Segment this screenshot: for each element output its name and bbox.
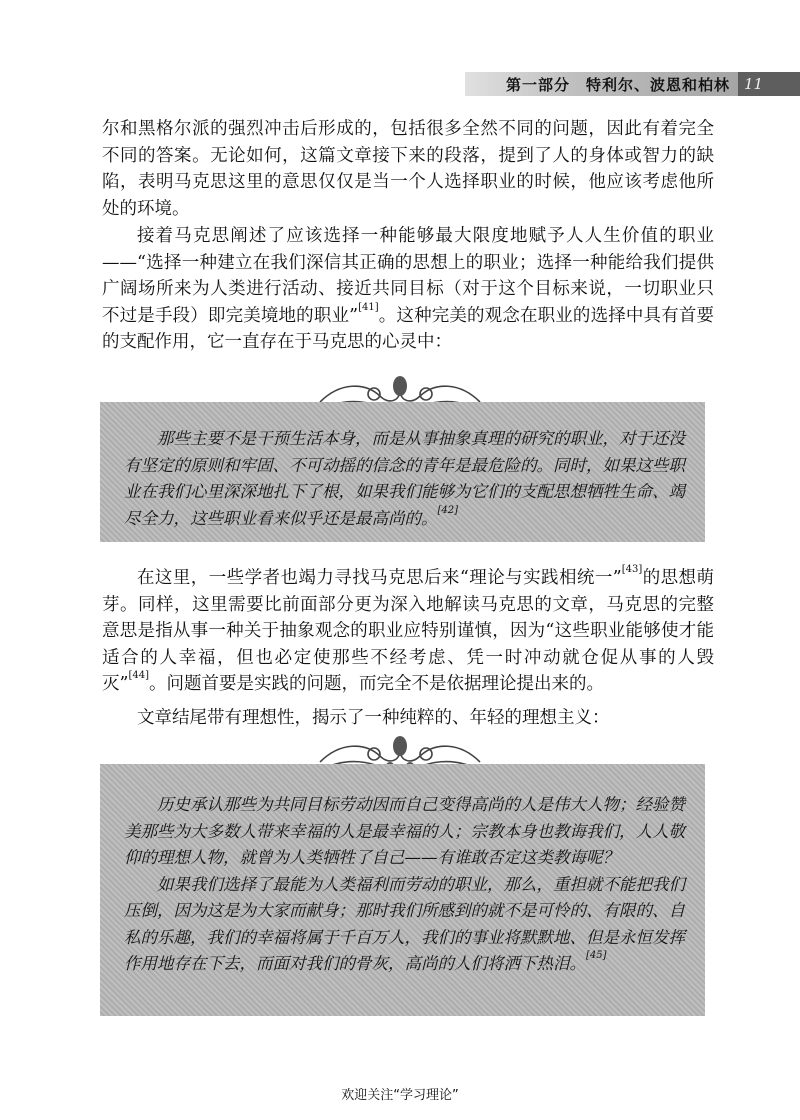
paragraph-3-mid: 的思想萌芽。同样，这里需要比前面部分更为深入地解读马克思的文章，马克思的完整意思是指从事一种关于抽象观念的职业应特别谨慎，因为“这些职业能够使才能适合的人幸福，但也必定使那些不经考虑、凭一时冲动就仓促从事的人毁灭” xyxy=(102,568,714,694)
citation-41: [41] xyxy=(358,301,379,313)
block-quote-2 xyxy=(100,764,705,1016)
paragraph-3-text: 在这里，一些学者也竭力寻找马克思后来“理论与实践相统一” xyxy=(137,568,622,588)
header-title: 第一部分 特利尔、波恩和柏林 xyxy=(505,75,730,94)
body-paragraph-4: 文章结尾带有理想性，揭示了一种纯粹的、年轻的理想主义： xyxy=(137,708,610,728)
citation-44: [44] xyxy=(128,670,149,681)
quote-2a: 历史承认那些为共同目标劳动因而自己变得高尚的人是伟大人物；经验赞美那些为大多数人带来幸福的人是最幸福的人；宗教本身也教诲我们，人人敬仰的理想人物，就曾为人类牺牲了自己——有谁敢否定这类教诲呢？ xyxy=(124,795,685,867)
quote-1-text xyxy=(124,426,685,532)
quote-2b-body: 如果我们选择了最能为人类福利而劳动的职业，那么，重担就不能把我们压倒，因为这是为大家而献身；那时我们所感到的就不是可怜的、有限的、自私的乐趣，我们的幸福将属于千百万人，我们的事业将默默地、但是永恒发挥作用地存在下去，而面对我们的骨灰，高尚的人们将洒下热泪。 xyxy=(124,874,685,973)
citation-43: [43] xyxy=(621,564,643,575)
body-paragraph-3 xyxy=(102,565,714,698)
citation-45: [45] xyxy=(586,950,607,961)
block-quote-1 xyxy=(100,402,705,542)
paragraph-2-text: 接着马克思阐述了应该选择一种能够最大限度地赋予人人生价值的职业——“选择一种建立在我们深信其正确的思想上的职业；选择一种能给我们提供广阔场所来为人类进行活动、接近共同目标（对于这个目标来说，一切职业只不过是手段）即完美境地的职业” xyxy=(102,226,714,326)
paragraph-3-tail: 。问题首要是实践的问题，而完全不是依据理论提出来的。 xyxy=(148,674,604,694)
quote-2b xyxy=(124,872,685,978)
page-number: 11 xyxy=(738,72,800,96)
paragraph-2-tail: 。这种完美的观念在职业的选择中具有首要的支配作用，它一直存在于马克思的心灵中： xyxy=(102,305,714,352)
body-paragraph-1: 尔和黑格尔派的强烈冲击后形成的，包括很多全然不同的问题，因此有着完全不同的答案。无论如何，这篇文章接下来的段落，提到了人的身体或智力的缺陷，表明马克思这里的意思仅仅是当一个人选择职业的时候，他应该考虑他所处的环境。 xyxy=(102,119,714,219)
running-header xyxy=(465,72,800,96)
citation-42: [42] xyxy=(437,504,459,516)
quote-1-body: 那些主要不是干预生活本身，而是从事抽象真理的研究的职业，对于还没有坚定的原则和牢固、不可动摇的信念的青年是最危险的。同时，如果这些职业在我们心里深深地扎下了根，如果我们能够为它们的支配思想牺牲生命、竭尽全力，这些职业看来似乎还是最高尚的。 xyxy=(124,429,685,528)
body-paragraph-2 xyxy=(102,223,714,356)
footer-text: 欢迎关注“学习理论” xyxy=(341,1088,459,1103)
